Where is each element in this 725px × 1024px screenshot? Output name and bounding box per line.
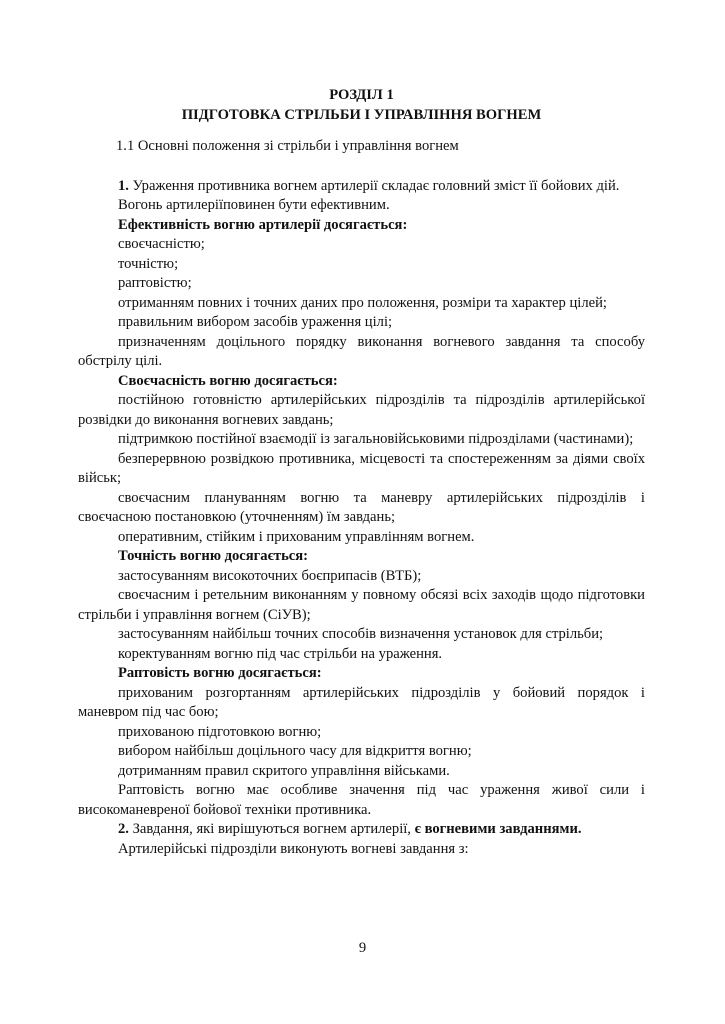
timeliness-item: безперервною розвідкою противника, місцевості та спостереженням за діями своїх військ; [78,450,645,486]
heading-accuracy: Точність вогню досягається: [118,548,309,564]
timeliness-item: своєчасним плануванням вогню та маневру артилерійських підрозділів і своєчасною постановкою (уточненням) їм завдань; [78,489,645,525]
accuracy-item: своєчасним і ретельним виконанням у повному обсязі всіх заходів щодо підготовки стрільби і управління вогнем (СіУВ); [78,587,645,623]
heading-suddenness: Раптовість вогню досягається: [118,665,322,681]
suddenness-item: вибором найбільш доцільного часу для відкриття вогню; [118,743,472,759]
timeliness-item: підтримкою постійної взаємодії із загальновійськовими підрозділами (частинами); [118,431,634,447]
heading-timeliness: Своєчасність вогню досягається: [118,372,338,389]
accuracy-item: застосуванням найбільш точних способів визначення установок для стрільби; [118,626,604,642]
timeliness-item: постійною готовністю артилерійських підрозділів та підрозділів артилерійської розвідки до виконання вогневих завдань; [78,392,645,428]
section-label: РОЗДІЛ 1 [329,87,394,103]
page-number: 9 [358,940,367,956]
paragraph-3-number: 2. [118,821,129,837]
document-page [78,86,645,859]
effectiveness-item: своєчасністю; [118,236,205,252]
suddenness-item: дотриманням правил скритого управління військами. [118,762,450,779]
paragraph-2: Вогонь артилеріїповинен бути ефективним. [118,197,390,213]
heading-effectiveness: Ефективність вогню артилерії досягається: [118,216,408,233]
effectiveness-item: точністю; [118,255,179,272]
paragraph-3-bold: є вогневими завданнями. [414,821,582,837]
suddenness-item: прихованою підготовкою вогню; [118,723,322,740]
effectiveness-item: раптовістю; [118,275,192,291]
effectiveness-item: отриманням повних і точних даних про положення, розміри та характер цілей; [118,294,607,311]
accuracy-item: застосуванням високоточних боєприпасів (ВТБ); [118,567,422,584]
section-heading [78,86,645,125]
effectiveness-item: призначенням доцільного порядку виконання вогневого завдання та способу обстрілу цілі. [78,333,645,369]
accuracy-item: коректуванням вогню під час стрільби на ураження. [118,645,443,662]
paragraph-3 [78,820,645,840]
suddenness-item: прихованим розгортанням артилерійських підрозділів у бойовий порядок і маневром під час бою; [78,684,645,720]
subsection-title: 1.1 Основні положення зі стрільби і управління вогнем [116,138,459,154]
paragraph-1 [78,177,645,197]
timeliness-item: оперативним, стійким і прихованим управлінням вогнем. [118,528,475,545]
section-title: ПІДГОТОВКА СТРІЛЬБИ І УПРАВЛІННЯ ВОГНЕМ [181,106,542,123]
paragraph-4: Артилерійські підрозділи виконують вогневі завдання з: [118,840,469,857]
suddenness-note: Раптовість вогню має особливе значення під час ураження живої сили і високоманевреної бойової техніки противника. [78,782,645,818]
paragraph-1-number: 1. [118,177,129,194]
effectiveness-item: правильним вибором засобів ураження цілі; [118,314,393,330]
paragraph-3-text: Завдання, які вирішуються вогнем артилерії, [128,821,415,837]
paragraph-1-text: Ураження противника вогнем артилерії складає головний зміст її бойових дій. [128,177,620,194]
